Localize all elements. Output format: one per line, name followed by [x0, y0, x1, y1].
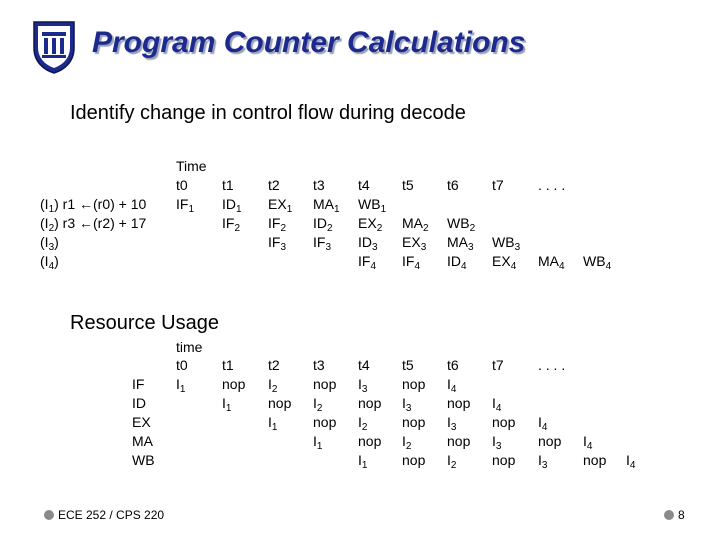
resource-cell: $I_1$	[176, 376, 186, 395]
pipeline-stage-cell: $ID_4$	[447, 253, 467, 272]
resource-cell: nop	[313, 376, 337, 392]
resource-cell: nop	[268, 395, 292, 411]
resource-cell: nop	[492, 414, 516, 430]
resource-time-tick: t3	[313, 357, 325, 373]
time-tick-label: t3	[313, 177, 325, 193]
instruction-label: $(I_3)$	[40, 234, 59, 253]
resource-cell: nop	[402, 376, 426, 392]
resource-time-tick: . . . .	[538, 357, 566, 373]
pipeline-stage-cell: $WB_1$	[358, 196, 387, 215]
resource-time-tick: t7	[492, 357, 504, 373]
time-tick-label: t4	[358, 177, 370, 193]
resource-cell: $I_2$	[358, 414, 368, 433]
resource-cell: $I_3$	[402, 395, 412, 414]
resource-stage-label: IF	[132, 376, 145, 392]
bullet-icon	[664, 510, 674, 520]
resource-cell: nop	[358, 395, 382, 411]
resource-cell: $I_4$	[447, 376, 457, 395]
resource-cell: $I_1$	[358, 452, 368, 471]
time-tick-label: t7	[492, 177, 504, 193]
resource-cell: nop	[583, 452, 607, 468]
slide-subtitle: Identify change in control flow during decode	[70, 102, 466, 124]
pipeline-stage-cell: $IF_2$	[222, 215, 241, 234]
time-tick-label: t2	[268, 177, 280, 193]
pipeline-stage-cell: $WB_2$	[447, 215, 476, 234]
time-tick-label: t6	[447, 177, 459, 193]
instruction-label: $(I_1)$ r1 ←(r0) + 10	[40, 196, 147, 215]
bullet-icon	[44, 510, 54, 520]
instruction-label: $(I_2)$ r3 ←(r2) + 17	[40, 215, 147, 234]
resource-stage-label: EX	[132, 414, 151, 430]
resource-cell: $I_4$	[583, 433, 593, 452]
pipeline-stage-cell: $MA_3$	[447, 234, 474, 253]
pipeline-stage-cell: $WB_4$	[583, 253, 612, 272]
resource-cell: $I_3$	[538, 452, 548, 471]
resource-cell: nop	[492, 452, 516, 468]
resource-cell: $I_1$	[222, 395, 232, 414]
resource-stage-label: MA	[132, 433, 153, 449]
resource-stage-label: ID	[132, 395, 146, 411]
time-tick-label: t0	[176, 177, 188, 193]
page-number: 8	[678, 508, 685, 522]
resource-time-tick: t6	[447, 357, 459, 373]
resource-cell: $I_2$	[313, 395, 323, 414]
time-tick-label: t5	[402, 177, 414, 193]
pipeline-stage-cell: $WB_3$	[492, 234, 521, 253]
pipeline-stage-cell: $IF_2$	[268, 215, 287, 234]
instruction-label: $(I_4)$	[40, 253, 59, 272]
pipeline-stage-cell: $IF_3$	[268, 234, 287, 253]
pipeline-stage-cell: $IF_1$	[176, 196, 195, 215]
resource-time-tick: t2	[268, 357, 280, 373]
resource-cell: $I_2$	[268, 376, 278, 395]
resource-cell: nop	[538, 433, 562, 449]
resource-time-tick: t4	[358, 357, 370, 373]
footer-course	[44, 508, 164, 522]
pipeline-stage-cell: $EX_2$	[358, 215, 383, 234]
resource-time-tick: t0	[176, 357, 188, 373]
footer-page	[664, 508, 685, 522]
resource-cell: nop	[358, 433, 382, 449]
resource-stage-label: WB	[132, 452, 155, 468]
resource-usage-heading: Resource Usage	[70, 312, 219, 334]
pipeline-stage-cell: $ID_3$	[358, 234, 378, 253]
resource-cell: $I_1$	[313, 433, 323, 452]
time-label: Time	[176, 158, 207, 174]
time-tick-label: . . . .	[538, 177, 566, 193]
pipeline-stage-cell: $IF_4$	[358, 253, 377, 272]
resource-cell: nop	[402, 452, 426, 468]
resource-time-tick: t5	[402, 357, 414, 373]
pipeline-stage-cell: $IF_4$	[402, 253, 421, 272]
resource-cell: $I_3$	[447, 414, 457, 433]
pipeline-stage-cell: $ID_2$	[313, 215, 333, 234]
resource-time-tick: t1	[222, 357, 234, 373]
resource-time-label: time	[176, 339, 203, 355]
time-tick-label: t1	[222, 177, 234, 193]
resource-cell: nop	[222, 376, 246, 392]
pipeline-stage-cell: $EX_3$	[402, 234, 427, 253]
resource-cell: $I_4$	[492, 395, 502, 414]
footer-course-label: ECE 252 / CPS 220	[58, 508, 165, 522]
resource-cell: nop	[402, 414, 426, 430]
resource-cell: $I_2$	[402, 433, 412, 452]
resource-cell: $I_4$	[626, 452, 636, 471]
pipeline-stage-cell: $IF_3$	[313, 234, 332, 253]
resource-cell: $I_3$	[358, 376, 368, 395]
pipeline-stage-cell: $MA_1$	[313, 196, 340, 215]
pipeline-stage-cell: $EX_4$	[492, 253, 517, 272]
resource-cell: nop	[447, 433, 471, 449]
resource-cell: $I_3$	[492, 433, 502, 452]
pipeline-stage-cell: $MA_2$	[402, 215, 429, 234]
resource-cell: $I_4$	[538, 414, 548, 433]
university-shield-logo	[30, 18, 78, 74]
slide-title: Program Counter Calculations	[92, 26, 526, 59]
resource-cell: $I_2$	[447, 452, 457, 471]
resource-cell: nop	[313, 414, 337, 430]
pipeline-stage-cell: $MA_4$	[538, 253, 565, 272]
pipeline-stage-cell: $EX_1$	[268, 196, 293, 215]
resource-cell: nop	[447, 395, 471, 411]
resource-cell: $I_1$	[268, 414, 278, 433]
pipeline-stage-cell: $ID_1$	[222, 196, 242, 215]
